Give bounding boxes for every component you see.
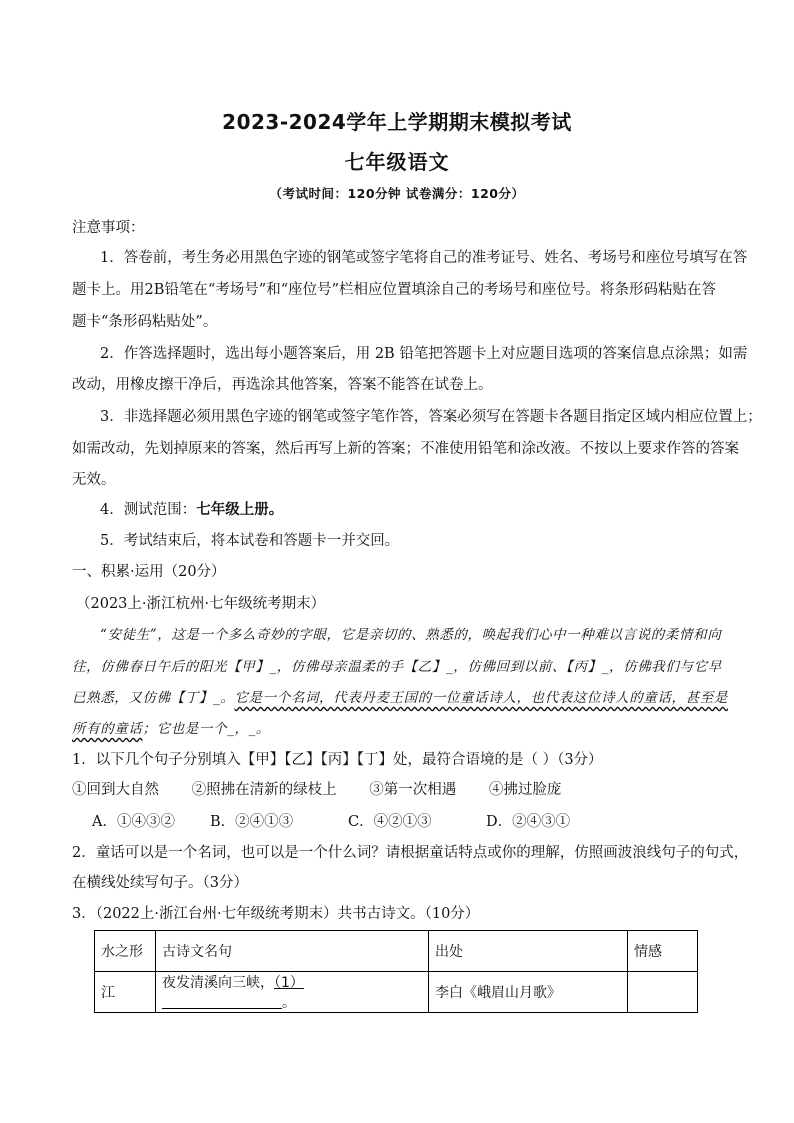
question-2-line: 2．童话可以是一个名词，也可以是一个什么词？请根据童话特点或你的理解，仿照画波浪线句子的句式， bbox=[72, 845, 749, 861]
poem-table bbox=[94, 930, 698, 1013]
note-line: 1．答卷前，考生务必用黑色字迹的钢笔或签字笔将自己的准考证号、姓名、考场号和座位号填写在答 bbox=[100, 250, 748, 266]
story-line: 往，仿佛春日午后的阳光【甲】_，仿佛母亲温柔的手【乙】_，仿佛回到以前、【丙】_，仿佛我们与它早 bbox=[72, 659, 722, 675]
table-cell-line bbox=[156, 972, 429, 1013]
story-text: 已熟悉，又仿佛【丁】_。 bbox=[72, 690, 235, 706]
note-line: 改动，用橡皮擦干净后，再选涂其他答案，答案不能答在试卷上。 bbox=[72, 377, 493, 393]
line-suffix: 。 bbox=[282, 995, 296, 1011]
q1-option-c[interactable]: C．④②①③ bbox=[348, 814, 432, 830]
table-header-row bbox=[95, 931, 698, 972]
scope-value: 七年级上册。 bbox=[196, 502, 284, 518]
note-line: 题卡“条形码粘贴处”。 bbox=[72, 314, 218, 330]
exam-info: （考试时间：120分钟 试卷满分：120分） bbox=[269, 186, 525, 201]
story-line bbox=[72, 719, 270, 739]
note-line-scope bbox=[100, 500, 283, 520]
note-line: 5．考试结束后，将本试卷和答题卡一并交回。 bbox=[100, 533, 400, 549]
q1-items bbox=[72, 780, 561, 800]
question-2-line: 在横线处续写句子。（3分） bbox=[72, 875, 248, 891]
q1-item: ③第一次相遇 bbox=[369, 782, 457, 798]
blank-label: （1） bbox=[274, 975, 304, 991]
wavy-underlined-sentence: 所有的童话 bbox=[72, 721, 143, 737]
q1-option-b[interactable]: B．②④①③ bbox=[210, 814, 294, 830]
question-1: 1．以下几个句子分别填入【甲】【乙】【丙】【丁】处，最符合语境的是（ ）（3分） bbox=[72, 752, 603, 768]
note-line: 如需改动，先划掉原来的答案，然后再写上新的答案；不准使用铅笔和涂改液。不按以上要求作答的答案 bbox=[72, 441, 739, 457]
note-line: 2．作答选择题时，选出每小题答案后，用 2B 铅笔把答题卡上对应题目选项的答案信息点涂黑；如需 bbox=[100, 346, 748, 362]
story-text: ；它也是一个_，_。 bbox=[142, 721, 270, 737]
note-line: 无效。 bbox=[72, 472, 116, 488]
table-row bbox=[95, 972, 698, 1013]
table-header: 水之形 bbox=[95, 931, 156, 972]
q1-item: ①回到大自然 bbox=[72, 782, 159, 798]
table-cell-source: 李白《峨眉山月歌》 bbox=[429, 972, 628, 1013]
table-header: 情感 bbox=[628, 931, 698, 972]
scope-label: 4．测试范围： bbox=[100, 502, 197, 518]
exam-subject: 七年级语文 bbox=[344, 150, 450, 174]
table-header: 出处 bbox=[429, 931, 628, 972]
section-heading: 一、积累·运用（20分） bbox=[72, 564, 226, 580]
wavy-underlined-sentence: 它是一个名词，代表丹麦王国的一位童话诗人，也代表这位诗人的童话，甚至是 bbox=[234, 690, 728, 706]
q1-option-d[interactable]: D．②④③① bbox=[486, 814, 571, 830]
q1-item: ④拂过脸庞 bbox=[488, 782, 562, 798]
line-prefix: 夜发清溪向三峡， bbox=[162, 975, 274, 991]
table-header: 古诗文名句 bbox=[156, 931, 429, 972]
note-line: 题卡上。用2B铅笔在“考场号”和“座位号”栏相应位置填涂自己的考场号和座位号。将条形码粘贴在答 bbox=[72, 282, 717, 298]
notes-heading: 注意事项： bbox=[72, 220, 145, 236]
table-cell-emotion[interactable] bbox=[628, 972, 698, 1013]
table-cell-shape: 江 bbox=[95, 972, 156, 1013]
question-3: 3．（2022上·浙江台州·七年级统考期末）共书古诗文。（10分） bbox=[72, 906, 480, 922]
story-line: “安徒生”，这是一个多么奇妙的字眼，它是亲切的、熟悉的，唤起我们心中一种难以言说的柔情和向 bbox=[100, 627, 722, 643]
q1-item: ②照拂在清新的绿枝上 bbox=[191, 782, 337, 798]
section-source: （2023上·浙江杭州·七年级统考期末） bbox=[76, 596, 326, 612]
story-line bbox=[72, 688, 728, 708]
q1-option-a[interactable]: A．①④③② bbox=[92, 814, 175, 830]
exam-title: 2023-2024学年上学期期末模拟考试 bbox=[222, 110, 572, 134]
note-line: 3．非选择题必须用黑色字迹的钢笔或签字笔作答，答案必须写在答题卡各题目指定区域内相应位置上； bbox=[100, 409, 762, 425]
answer-blank[interactable] bbox=[162, 993, 282, 1009]
